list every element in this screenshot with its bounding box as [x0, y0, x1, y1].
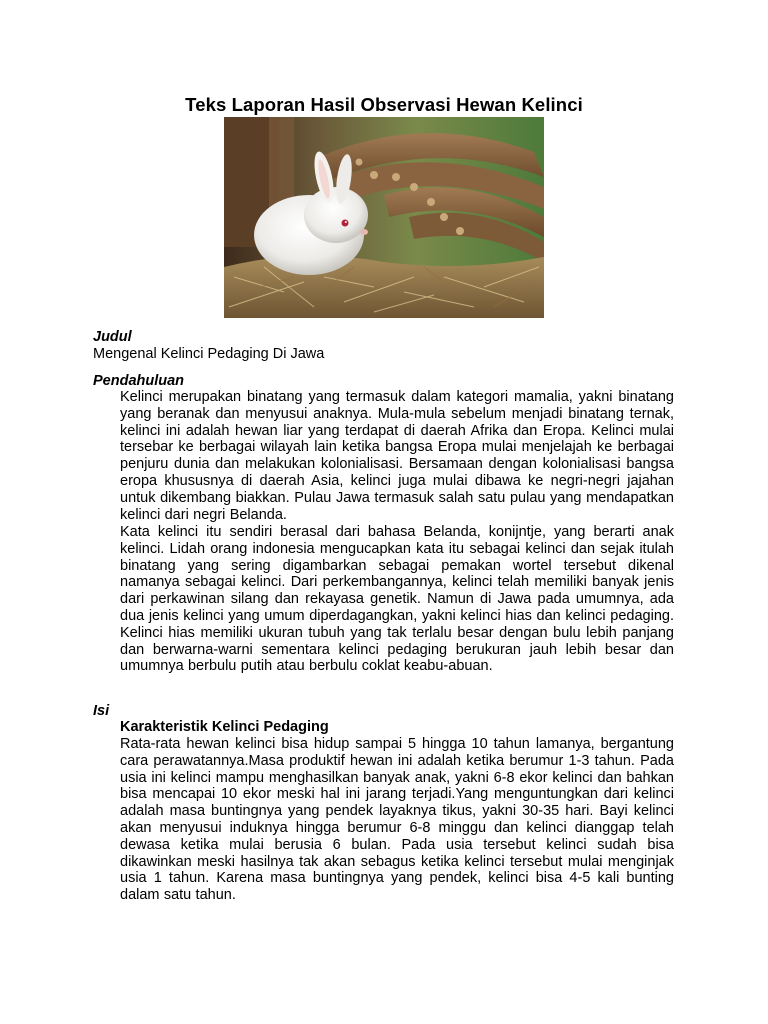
- pendahuluan-heading: Pendahuluan: [93, 373, 185, 389]
- page-title: Teks Laporan Hasil Observasi Hewan Kelinci: [185, 94, 583, 115]
- rabbit-photo: [224, 117, 544, 318]
- isi-subheading: Karakteristik Kelinci Pedaging: [120, 719, 329, 735]
- isi-paragraph-1: Rata-rata hewan kelinci bisa hidup sampai 5 hingga 10 tahun lamanya, bergantung cara perawatannya.Masa produktif hewan ini adalah ketika berumur 1-3 tahun. Pada usia ini kelinci mampu menghasilkan banyak anak, yakni 6-8 ekor kelinci dan bahkan bisa mencapai 10 ekor meski hal ini jarang terjadi.Yang menguntungkan dari kelinci adalah masa buntingnya yang pendek layaknya tikus, yakni 30-35 hari. Bayi kelinci akan menyusui induknya hingga berumur 6-8 minggu dan kelinci dianggap telah dewasa ketika mulai berusia 6 bulan. Pada usia tersebut kelinci sudah bisa dikawinkan meski hasilnya tak akan sebagus ketika kelinci tersebut mulai menginjak usia 1 tahun. Karena masa buntingnya yang pendek, kelinci bisa 4-5 kali bunting dalam satu tahun.: [120, 736, 674, 904]
- judul-text: Mengenal Kelinci Pedaging Di Jawa: [93, 346, 325, 362]
- pendahuluan-paragraph-1: Kelinci merupakan binatang yang termasuk dalam kategori mamalia, yakni binatang yang beranak dan menyusui anaknya. Mula-mula sebelum menjadi binatang ternak, kelinci ini adalah hewan liar yang terdapat di daerah Afrika dan Eropa. Kelinci mulai tersebar ke berbagai wilayah lain ketika bangsa Eropa mulai menjelajah ke berbagai penjuru dunia dan melakukan kolonialisasi. Bersamaan dengan kolonialisasi bangsa eropa khususnya di daerah Asia, kelinci juga mulai dibawa ke negri-negri jajahan untuk dikembang biakkan. Pulau Jawa termasuk salah satu pulau yang mendapatkan kelinci dari negri Belanda.: [120, 389, 674, 523]
- isi-heading: Isi: [93, 703, 110, 719]
- pendahuluan-paragraph-2: Kata kelinci itu sendiri berasal dari bahasa Belanda, konijntje, yang berarti anak kelinci. Lidah orang indonesia mengucapkan kata itu sebagai kelinci dan sejak itulah binatang yang sering digambarkan sebagai pemakan wortel tersebut dikenal namanya sebagai kelinci. Dari perkembangannya, kelinci telah memiliki banyak jenis dari perkawinan silang dan rekayasa genetik. Namun di Jawa pada umumnya, ada dua jenis kelinci yang umum diperdagangkan, yakni kelinci hias dan kelinci pedaging. Kelinci hias memiliki ukuran tubuh yang tak terlalu besar dengan bulu lebih panjang dan berwarna-warni sementara kelinci pedaging berukuran jauh lebih besar dan umumnya berbulu putih atau berbulu coklat keabu-abuan.: [120, 524, 674, 675]
- judul-heading: Judul: [93, 329, 132, 345]
